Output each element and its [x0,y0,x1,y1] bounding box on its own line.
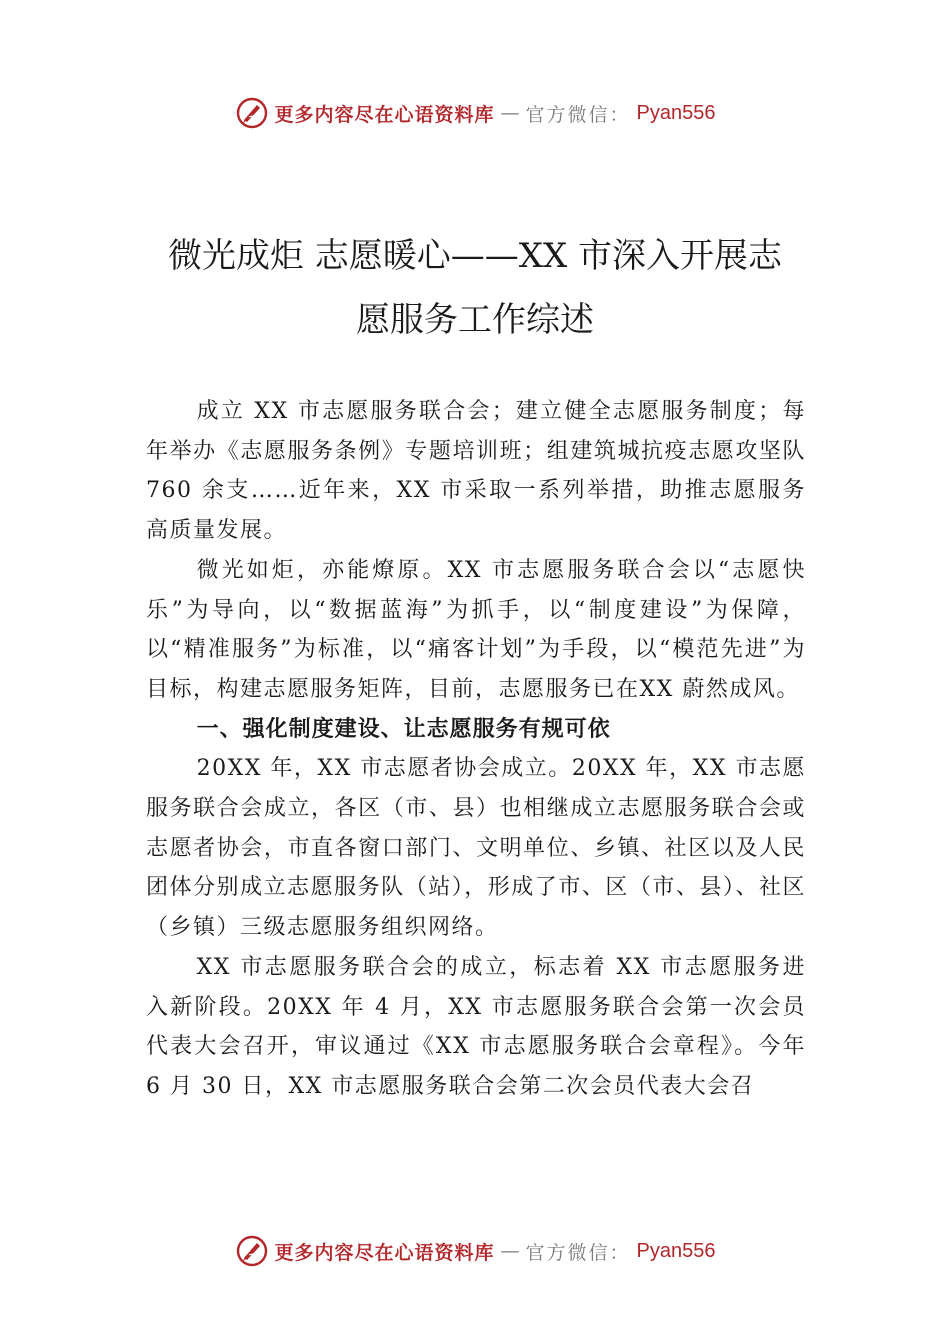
header-banner [0,96,950,130]
footer-brand-text: 更多内容尽在心语资料库 [274,1241,495,1264]
footer-wechat-label: 官方微信： [525,1241,631,1264]
document-body [146,392,806,1107]
document-title-line-1: 微光成炬 志愿暖心——XX 市深入开展志 [167,236,783,276]
paragraph-overview: 微光如炬，亦能燎原。XX 市志愿服务联合会以“志愿快乐”为导向，以“数据蓝海”为抓手，以“制度建设”为保障，以“精准服务”为标准，以“痛客计划”为手段，以“模范先进”为目标，构建志愿服务矩阵，目前，志愿服务已在XX 蔚然成风。 [146,557,806,702]
paragraph-organization: 20XX 年，XX 市志愿者协会成立。20XX 年，XX 市志愿服务联合会成立，各区（市、县）也相继成立志愿服务联合会或志愿者协会，市直各窗口部门、文明单位、乡镇、社区以及人民团体分别成立志愿服务队（站），形成了市、区（市、县）、社区（乡镇）三级志愿服务组织网络。 [146,756,806,941]
header-brand-text: 更多内容尽在心语资料库 [274,103,495,126]
footer-dash: — [500,1240,520,1262]
footer-brand-logo-icon [235,1234,269,1268]
footer-banner [0,1234,950,1268]
header-wechat-id: Pyan556 [636,101,716,124]
paragraph-intro: 成立 XX 市志愿服务联合会；建立健全志愿服务制度；每年举办《志愿服务条例》专题培训班；组建筑城抗疫志愿攻坚队 760 余支……近年来，XX 市采取一系列举措，助推志愿服务高质量发展。 [146,399,806,544]
section-heading-1: 一、强化制度建设、让志愿服务有规可依 [196,716,611,742]
document-title-line-2: 愿服务工作综述 [356,300,594,340]
brand-logo-icon [235,96,269,130]
header-dash: — [500,102,520,124]
paragraph-federation: XX 市志愿服务联合会的成立，标志着 XX 市志愿服务进入新阶段。20XX 年 4 月，XX 市志愿服务联合会第一次会员代表大会召开，审议通过《XX 市志愿服务联合会章程》。今年 6 月 30 日，XX 市志愿服务联合会第二次会员代表大会召 [146,954,806,1099]
footer-wechat-id: Pyan556 [636,1239,716,1262]
header-wechat-label: 官方微信： [525,103,631,126]
